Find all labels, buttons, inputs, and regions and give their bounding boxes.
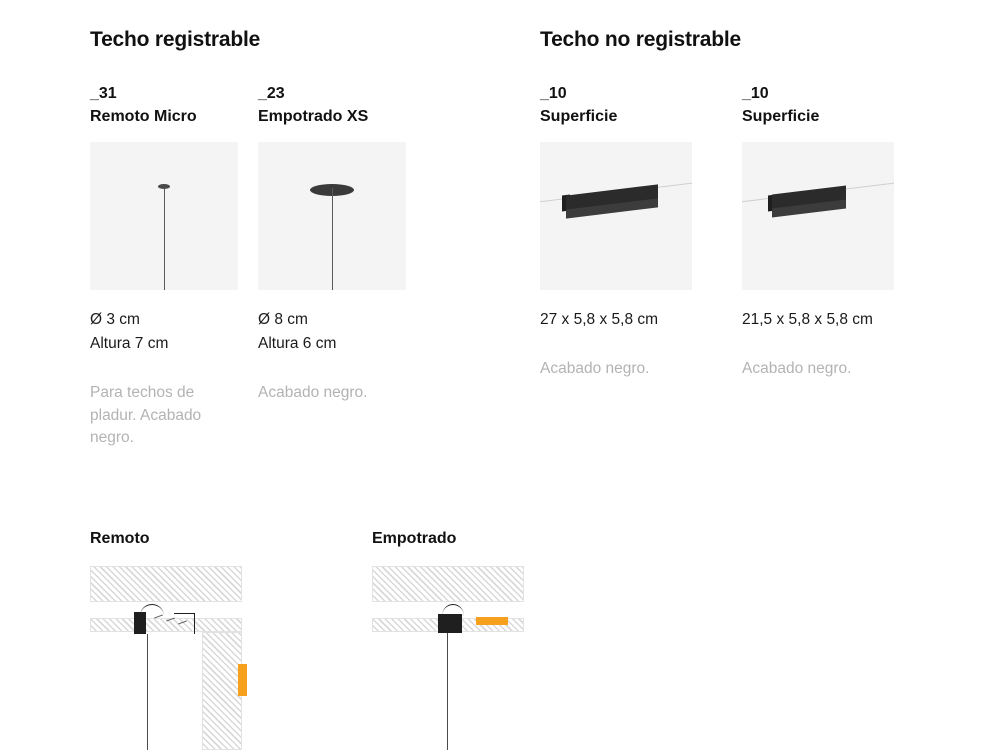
product-dimensions bbox=[742, 308, 942, 332]
dimension-line-1: Ø 3 cm bbox=[90, 311, 140, 329]
concrete-slab-hatch bbox=[372, 566, 524, 602]
suspension-cable-drop bbox=[447, 633, 448, 750]
product-name: Superficie bbox=[742, 108, 820, 126]
product-image-remoto-micro bbox=[90, 142, 238, 290]
product-name: Remoto Micro bbox=[90, 108, 197, 126]
diagram-title-remoto: Remoto bbox=[90, 530, 150, 547]
product-card-empotrado-xs bbox=[258, 82, 458, 405]
dimension-line-2: Altura 6 cm bbox=[258, 335, 337, 353]
installation-diagram-empotrado bbox=[372, 566, 602, 750]
cable-vertical-segment bbox=[194, 614, 195, 634]
suspension-cable-icon bbox=[332, 188, 333, 290]
product-code: _23 bbox=[258, 85, 285, 102]
product-notes: Acabado negro. bbox=[258, 384, 368, 402]
wall-hatch bbox=[202, 632, 242, 750]
section-title-techo-registrable: Techo registrable bbox=[90, 28, 261, 51]
accent-marker bbox=[238, 664, 247, 696]
installation-diagram-remoto bbox=[90, 566, 320, 750]
product-card-superficie-21-5 bbox=[742, 82, 942, 381]
product-notes: Para techos de pladur. Acabado negro. bbox=[90, 384, 202, 447]
product-notes: Acabado negro. bbox=[742, 360, 852, 378]
product-dimensions bbox=[258, 308, 458, 356]
product-code: _10 bbox=[742, 85, 769, 102]
dimension-line-1: Ø 8 cm bbox=[258, 311, 308, 329]
product-name: Empotrado XS bbox=[258, 108, 369, 126]
product-image-superficie-21-5 bbox=[742, 142, 894, 290]
product-notes: Acabado negro. bbox=[540, 360, 650, 378]
dimension-line-1: 27 x 5,8 x 5,8 cm bbox=[540, 311, 659, 329]
accent-marker bbox=[476, 617, 508, 625]
cable-run-marks-icon bbox=[154, 614, 196, 626]
product-image-superficie-27 bbox=[540, 142, 692, 290]
cable-horizontal-segment bbox=[174, 613, 195, 614]
product-code: _10 bbox=[540, 85, 567, 102]
suspension-cable-icon bbox=[164, 188, 165, 290]
diagram-title-empotrado: Empotrado bbox=[372, 530, 457, 547]
product-name: Superficie bbox=[540, 108, 618, 126]
product-dimensions bbox=[540, 308, 740, 332]
dimension-line-2: Altura 7 cm bbox=[90, 335, 169, 353]
recessed-driver-icon bbox=[438, 614, 462, 633]
dimension-line-1: 21,5 x 5,8 x 5,8 cm bbox=[742, 311, 873, 329]
product-image-empotrado-xs bbox=[258, 142, 406, 290]
product-code: _31 bbox=[90, 85, 117, 102]
remote-driver-icon bbox=[134, 612, 146, 634]
product-card-superficie-27 bbox=[540, 82, 740, 381]
concrete-slab-hatch bbox=[90, 566, 242, 602]
suspension-cable-drop bbox=[147, 634, 148, 750]
section-title-techo-no-registrable: Techo no registrable bbox=[540, 28, 741, 51]
